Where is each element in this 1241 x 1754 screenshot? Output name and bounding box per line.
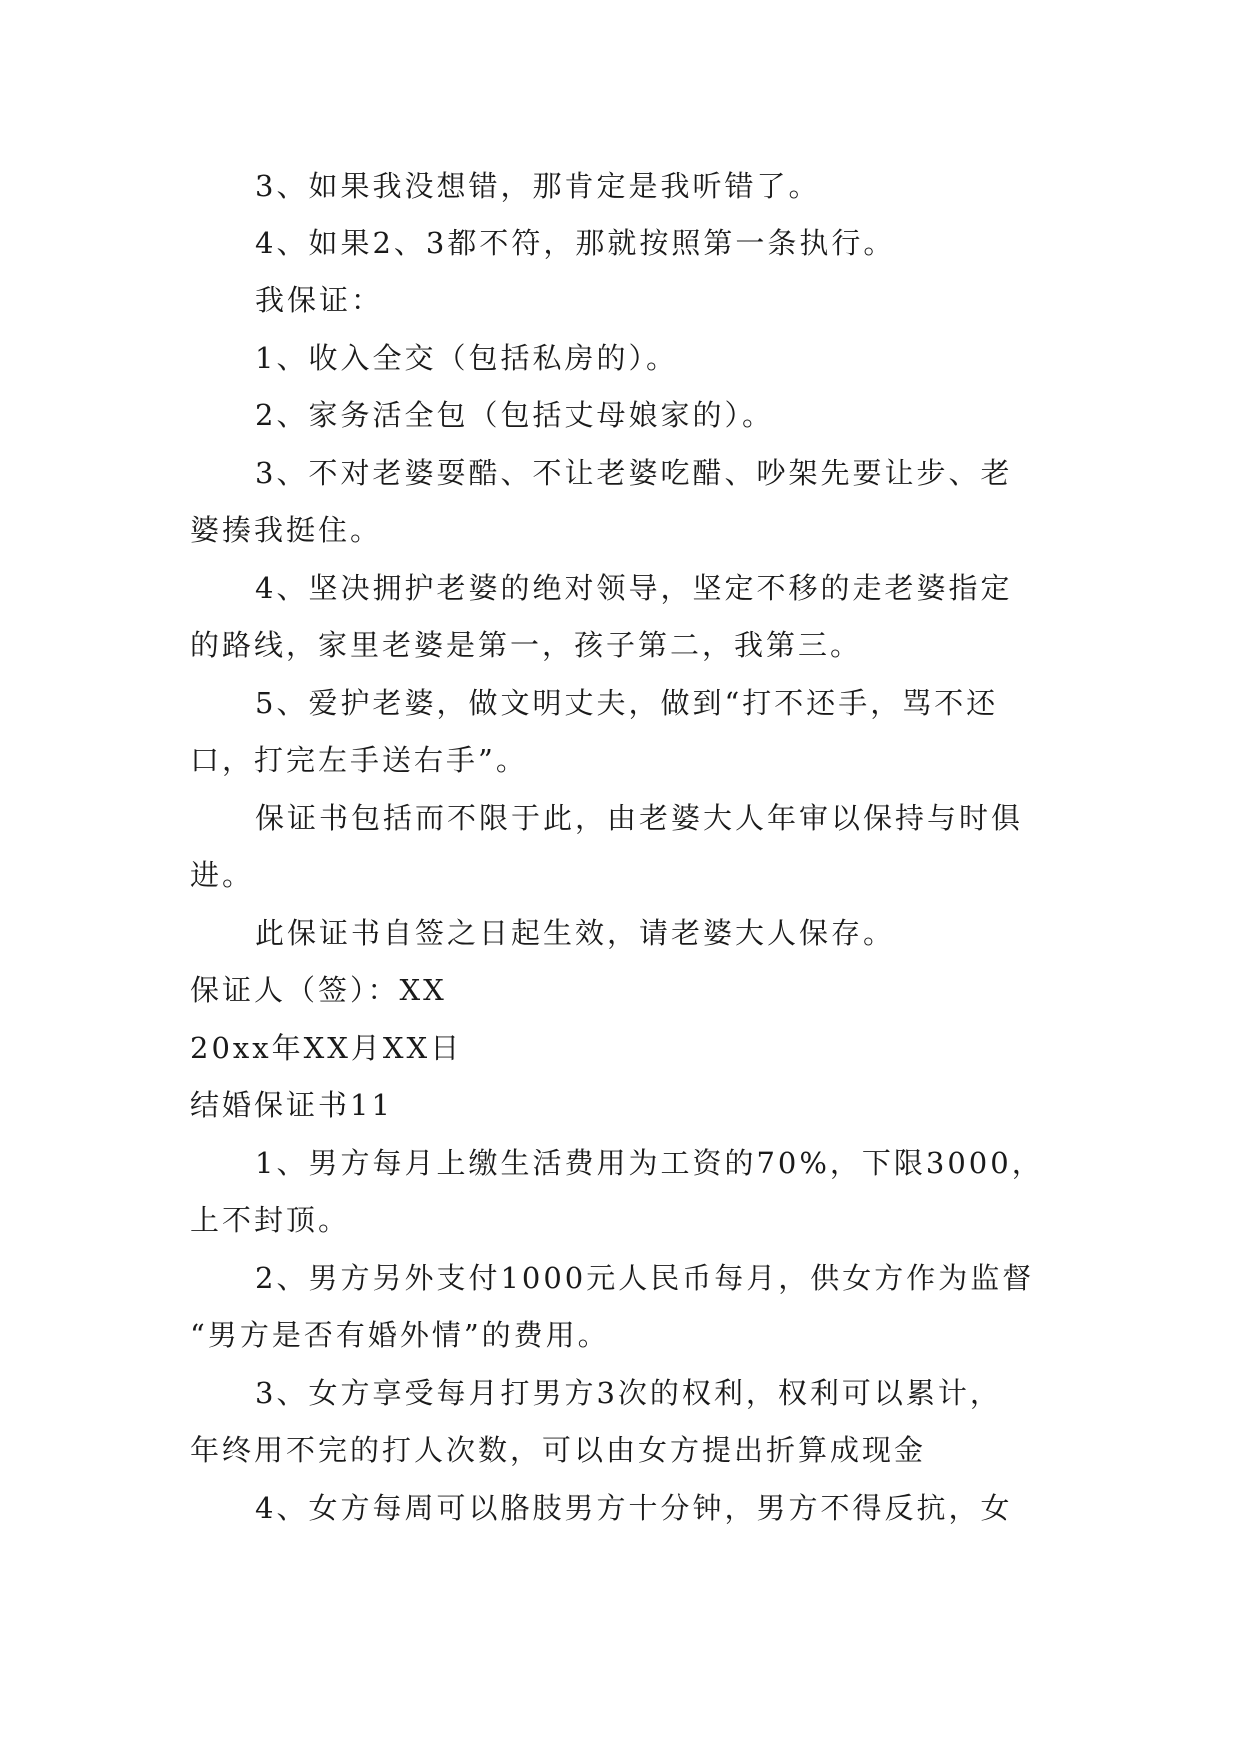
signature-line: 保证人（签）：XX [190, 973, 447, 1007]
paragraph-line: 5、爱护老婆，做文明丈夫，做到“打不还手，骂不还 [255, 686, 999, 720]
paragraph-line: 上不封顶。 [190, 1203, 351, 1237]
date-line: 20xx年XX月XX日 [190, 1031, 463, 1065]
paragraph-line: “男方是否有婚外情”的费用。 [190, 1318, 610, 1352]
paragraph-line: 3、女方享受每月打男方3次的权利，权利可以累计， [255, 1376, 1002, 1410]
paragraph-line: 此保证书自签之日起生效，请老婆大人保存。 [255, 916, 896, 950]
paragraph-line: 婆揍我挺住。 [190, 513, 383, 547]
paragraph-line: 3、不对老婆耍酷、不让老婆吃醋、吵架先要让步、老 [255, 456, 1013, 490]
paragraph-line: 3、如果我没想错，那肯定是我听错了。 [255, 169, 821, 203]
paragraph-line: 年终用不完的打人次数，可以由女方提出折算成现金 [190, 1433, 927, 1467]
paragraph-line: 4、如果2、3都不符，那就按照第一条执行。 [255, 226, 896, 260]
paragraph-line: 进。 [190, 858, 255, 892]
paragraph-line: 4、坚决拥护老婆的绝对领导，坚定不移的走老婆指定 [255, 571, 1013, 605]
paragraph-line: 的路线，家里老婆是第一，孩子第二，我第三。 [190, 628, 863, 662]
section-title: 结婚保证书11 [190, 1088, 393, 1122]
paragraph-line: 保证书包括而不限于此，由老婆大人年审以保持与时俱 [255, 801, 1024, 835]
paragraph-line: 2、家务活全包（包括丈母娘家的）。 [255, 398, 774, 432]
paragraph-line: 1、男方每月上缴生活费用为工资的70%，下限3000， [255, 1146, 1044, 1180]
paragraph-line: 4、女方每周可以胳肢男方十分钟，男方不得反抗，女 [255, 1491, 1013, 1525]
paragraph-line: 1、收入全交（包括私房的）。 [255, 341, 678, 375]
paragraph-line: 我保证： [255, 283, 384, 317]
paragraph-line: 2、男方另外支付1000元人民币每月，供女方作为监督 [255, 1261, 1035, 1295]
paragraph-line: 口，打完左手送右手”。 [190, 743, 528, 777]
